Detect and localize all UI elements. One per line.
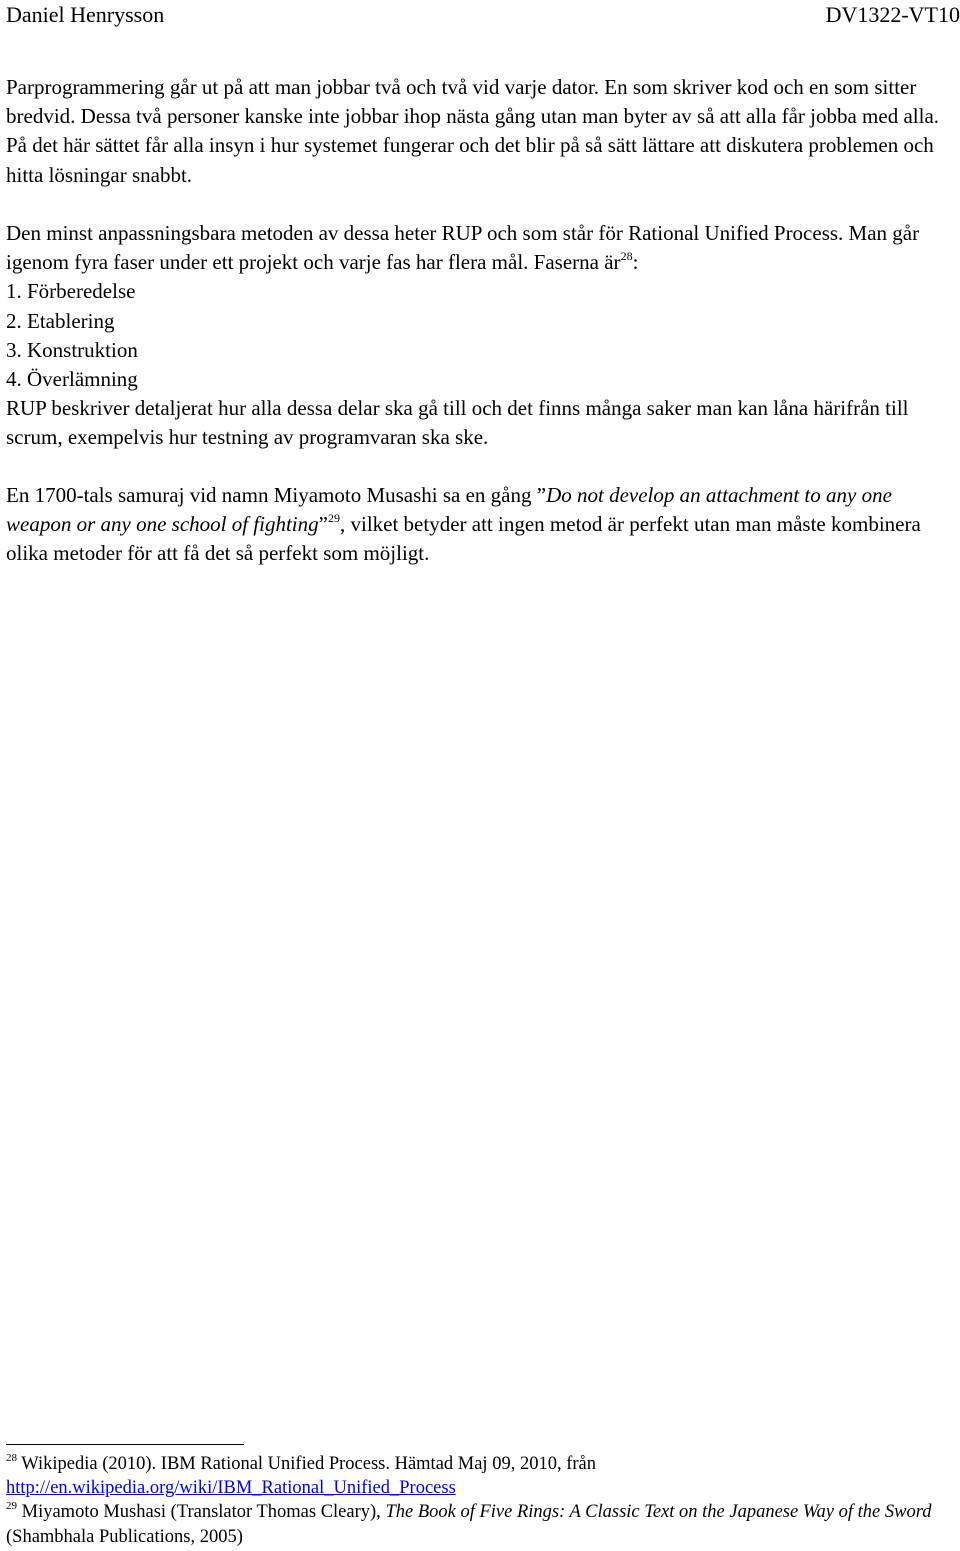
- musashi-quote: Do not develop an attachment to any one weapon or any one school of fighting: [6, 483, 892, 537]
- rup-intro-text: Den minst anpassningsbara metoden av dessa heter RUP och som står för Rational Unified Process. Man går igenom fyra faser under ett projekt och varje fas har flera mål. Faserna är: [6, 221, 920, 275]
- footnote-number: 29: [6, 1500, 17, 1513]
- page-header: [6, 0, 960, 30]
- footnote-link[interactable]: http://en.wikipedia.org/wiki/IBM_Rational_Unified_Process: [6, 1478, 456, 1499]
- paragraph-rup: [6, 219, 956, 453]
- musashi-quote-close: ”: [318, 512, 328, 537]
- header-course-code: DV1322-VT10: [825, 2, 960, 27]
- phase-item: 1. Förberedelse: [6, 279, 136, 304]
- rup-intro: [6, 219, 956, 277]
- rup-outro: RUP beskriver detaljerat hur alla dessa delar ska gå till och det finns många saker man kan låna härifrån till scrum, exempelvis hur testning av programvaran ska ske.: [6, 396, 909, 450]
- footnotes: [6, 1452, 956, 1549]
- footnote-text: Miyamoto Mushasi (Translator Thomas Cleary),: [17, 1502, 386, 1523]
- musashi-after-quote: , vilket betyder att ingen metod är perfekt utan man måste kombinera olika metoder för att få det så perfekt som möjligt.: [6, 512, 921, 566]
- musashi-text: [6, 481, 956, 569]
- phase-item: 3. Konstruktion: [6, 337, 138, 362]
- footnote-separator: [6, 1444, 244, 1445]
- footnote-29: [6, 1500, 956, 1548]
- paragraph-musashi: [6, 481, 956, 569]
- footnote-ref-29: 29: [327, 511, 340, 526]
- musashi-before-quote: En 1700-tals samuraj vid namn Miyamoto Musashi sa en gång ”: [6, 483, 547, 507]
- footnote-publisher: (Shambhala Publications, 2005): [6, 1526, 243, 1547]
- rup-intro-colon: :: [632, 250, 639, 275]
- paragraph-pair-programming: [6, 73, 956, 190]
- phase-item: 2. Etablering: [6, 308, 115, 333]
- footnote-ref-28: 28: [620, 249, 633, 264]
- footnote-text: Wikipedia (2010). IBM Rational Unified Process. Hämtad Maj 09, 2010, från: [17, 1454, 596, 1474]
- header-author: Daniel Henrysson: [6, 2, 165, 27]
- footnote-number: 28: [6, 1452, 17, 1464]
- paragraph-text: Parprogrammering går ut på att man jobbar två och två vid varje dator. En som skriver kod och en som sitter bredvid. Dessa två personer kanske inte jobbar ihop nästa gång utan man byter av så att alla får jobba med alla. På det här sättet får alla insyn i hur systemet fungerar och det blir på så sätt lättare att diskutera problemen och hitta lösningar snabbt.: [6, 75, 940, 187]
- footnote-28: [6, 1452, 956, 1500]
- rup-phase-list: [6, 277, 956, 394]
- book-title: The Book of Five Rings: A Classic Text on the Japanese Way of the Sword: [385, 1502, 932, 1523]
- phase-item: 4. Överlämning: [6, 367, 138, 392]
